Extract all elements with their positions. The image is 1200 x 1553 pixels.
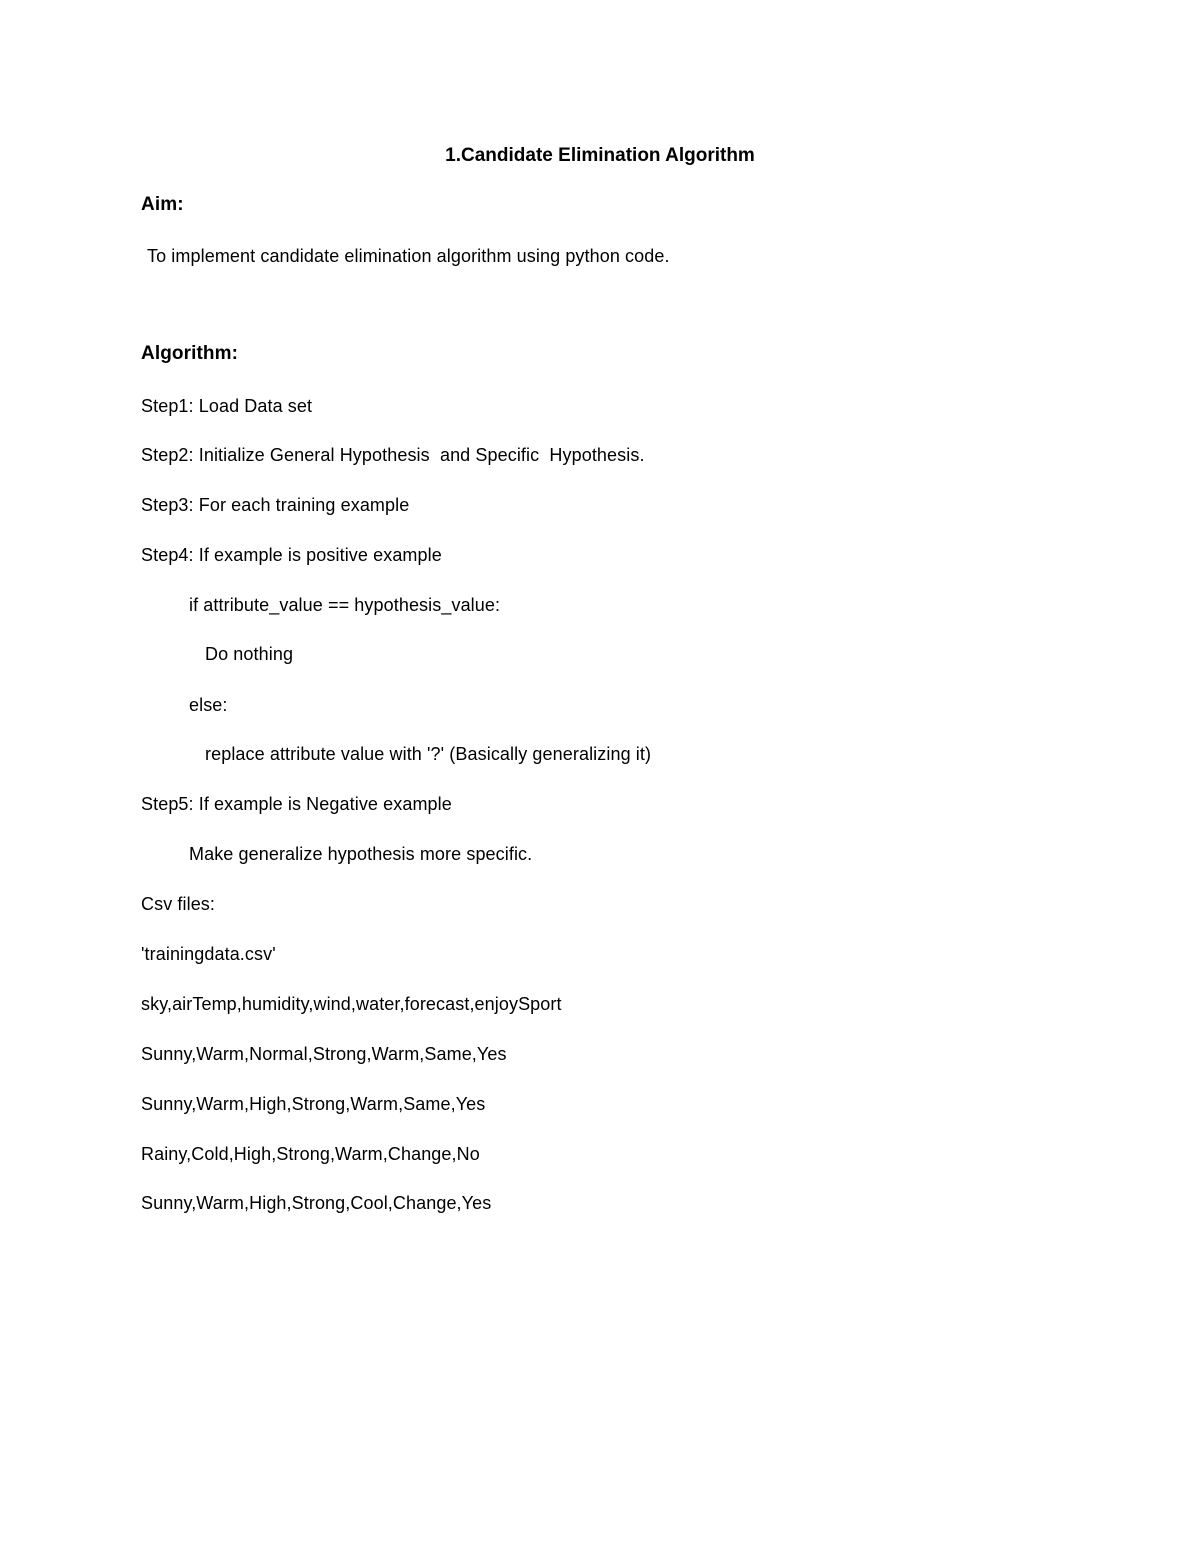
aim-text: To implement candidate elimination algorithm using python code. [147,246,670,266]
step4-do-nothing-line: Do nothing [205,644,294,664]
algorithm-heading: Algorithm: [141,343,239,364]
step4-label: Step4: [141,545,194,565]
step5-label: Step5: [141,794,194,814]
step4-text: If example is positive example [193,545,442,565]
csv-row: Sunny,Warm,High,Strong,Warm,Same,Yes [141,1094,486,1114]
step5-line [141,793,452,815]
step3-label: Step3: [141,495,194,515]
step1-line [141,395,312,417]
step5-text: If example is Negative example [193,794,452,814]
csv-heading: Csv files: [141,894,216,914]
step4-replace-line: replace attribute value with '?' (Basically generalizing it) [205,744,652,764]
csv-row: Rainy,Cold,High,Strong,Warm,Change,No [141,1144,480,1164]
csv-filename: 'trainingdata.csv' [141,944,276,964]
step2-label: Step2: [141,445,194,465]
csv-row: Sunny,Warm,Normal,Strong,Warm,Same,Yes [141,1044,507,1064]
step4-else-line: else: [189,695,228,715]
csv-row: sky,airTemp,humidity,wind,water,forecast,enjoySport [141,994,562,1014]
document-title: 1.Candidate Elimination Algorithm [445,145,755,166]
step4-line [141,544,442,566]
aim-heading: Aim: [141,194,184,215]
step2-text: Initialize General Hypothesis and Specific Hypothesis. [193,445,645,465]
step3-text: For each training example [193,495,410,515]
csv-row: Sunny,Warm,High,Strong,Cool,Change,Yes [141,1193,492,1213]
step1-label: Step1: [141,396,194,416]
step4-if-line: if attribute_value == hypothesis_value: [189,595,501,615]
step1-text: Load Data set [193,396,313,416]
step5-make-line: Make generalize hypothesis more specific. [189,844,533,864]
step3-line [141,494,409,516]
step2-line [141,444,645,466]
